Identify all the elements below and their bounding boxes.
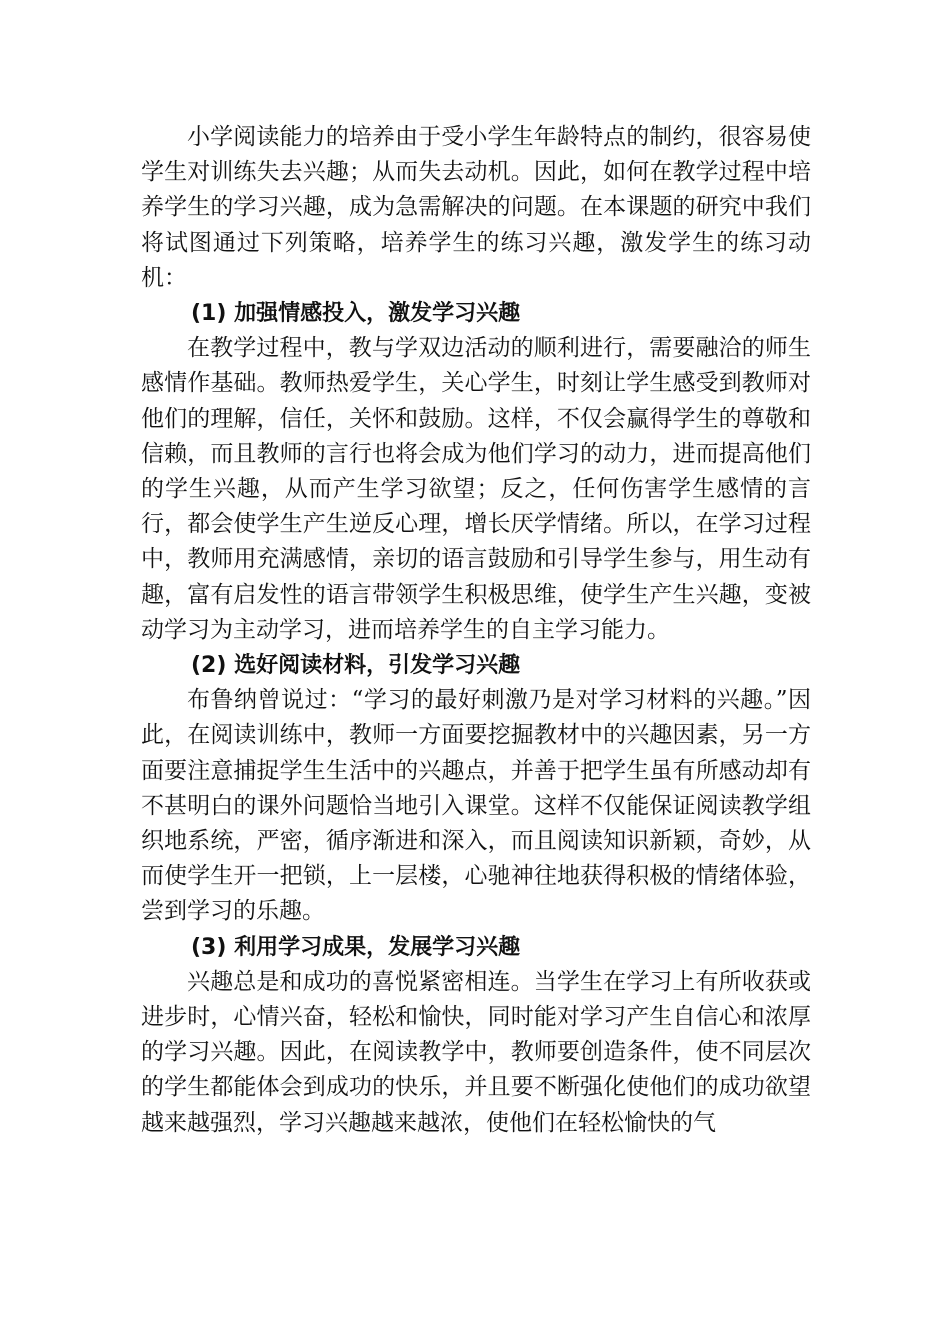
section-body-3: 兴趣总是和成功的喜悦紧密相连。当学生在学习上有所收获或进步时，心情兴奋，轻松和愉快，同时能对学习产生自信心和浓厚的学习兴趣。因此，在阅读教学中，教师要创造条件，使不同层次的学生都能体会到成功的快乐，并且要不断强化使他们的成功欲望越来越强烈，学习兴趣越来越浓，使他们在轻松愉快的气 <box>141 968 811 1136</box>
document-page <box>141 120 811 1141</box>
section-heading-3: (3) 利用学习成果，发展学习兴趣 <box>191 934 521 960</box>
section-body-2: 布鲁纳曾说过：“学习的最好刺激乃是对学习材料的兴趣。”因此，在阅读训练中，教师一方面要挖掘教材中的兴趣因素，另一方面要注意捕捉学生生活中的兴趣点，并善于把学生虽有所感动却有不甚明白的课外问题恰当地引入课堂。这样不仅能保证阅读教学组织地系统，严密，循序渐进和深入，而且阅读知识新颖，奇妙，从而使学生开一把锁，上一层楼，心驰神往地获得积极的情绪体验，尝到学习的乐趣。 <box>141 687 811 925</box>
section-heading-1: (1) 加强情感投入，激发学习兴趣 <box>191 301 521 327</box>
intro-paragraph: 小学阅读能力的培养由于受小学生年龄特点的制约，很容易使学生对训练失去兴趣；从而失去动机。因此，如何在教学过程中培养学生的学习兴趣，成为急需解决的问题。在本课题的研究中我们将试图通过下列策略，培养学生的练习兴趣，激发学生的练习动机： <box>141 124 811 291</box>
section-heading-2: (2) 选好阅读材料，引发学习兴趣 <box>191 653 521 679</box>
section-body-1: 在教学过程中，教与学双边活动的顺利进行，需要融洽的师生感情作基础。教师热爱学生，关心学生，时刻让学生感受到教师对他们的理解，信任，关怀和鼓励。这样，不仅会赢得学生的尊敬和信赖，而且教师的言行也将会成为他们学习的动力，进而提高他们的学生兴趣，从而产生学习欲望；反之，任何伤害学生感情的言行，都会使学生产生逆反心理，增长厌学情绪。所以，在学习过程中，教师用充满感情，亲切的语言鼓励和引导学生参与，用生动有趣，富有启发性的语言带领学生积极思维，使学生产生兴趣，变被动学习为主动学习，进而培养学生的自主学习能力。 <box>141 335 811 643</box>
